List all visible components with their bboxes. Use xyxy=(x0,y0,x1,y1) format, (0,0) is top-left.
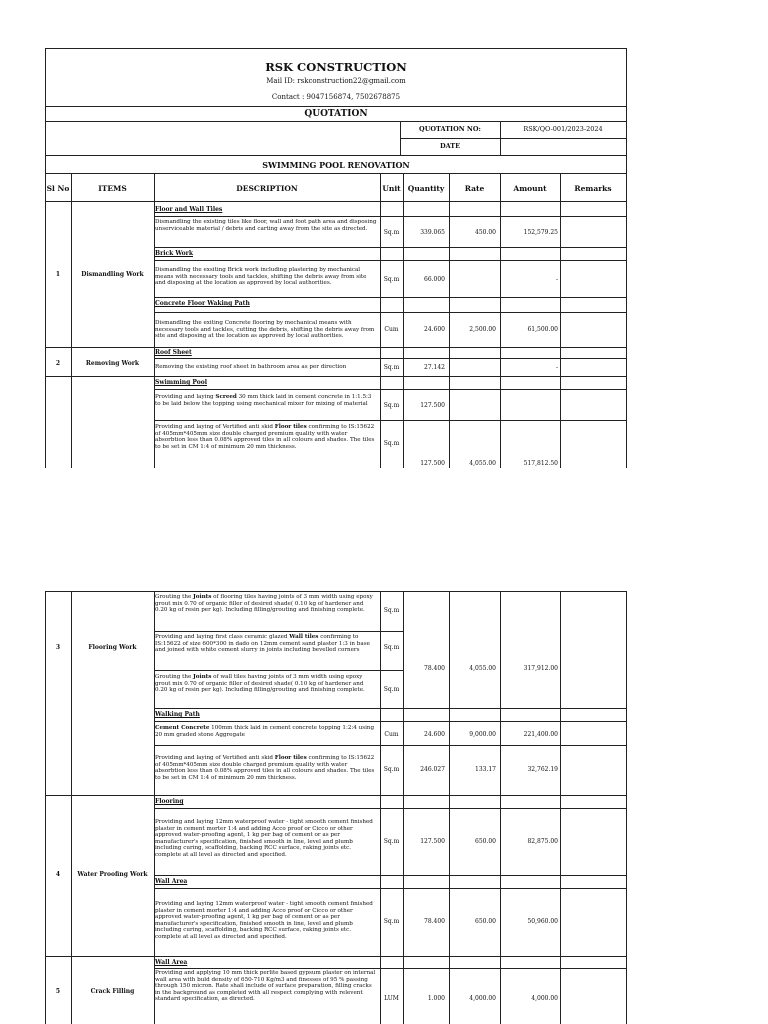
subheading: Concrete Floor Waking Path xyxy=(155,300,250,307)
row-description: Dismandling the exiting Concrete flooring by mechanical means with necessary tools and tackles, cutting the debris, shifting the debris away from site and disposing at the location as approved by local authorities. xyxy=(155,320,375,340)
row-description: Providing and applying 10 mm thick perlite based gypsum plaster on internal wall area with buld density of 650-710 Kg/m3 and finesses of 95 % passing through 150 micron. Rate shall include of surface preparation, filling cracks in the background as completed with all respect complying with relevent standard specification, as directed. xyxy=(155,970,376,1003)
col-sl-no: Sl No xyxy=(46,184,70,193)
project-title: SWIMMING POOL RENOVATION xyxy=(262,160,410,170)
row-amount: - xyxy=(555,276,558,283)
row-amount: 32,762.19 xyxy=(527,766,558,773)
row-amount: 221,400.00 xyxy=(523,731,558,738)
item-4-name: Water Proofing Work xyxy=(77,871,148,878)
row-unit: Sq.m xyxy=(383,644,400,651)
row-unit: Sq.m xyxy=(383,402,400,409)
company-contact: Contact : 9047156874, 7502678875 xyxy=(271,93,401,101)
subheading: Brick Work xyxy=(155,250,193,257)
row-amount: 61,500.00 xyxy=(527,326,558,333)
row-quantity: 1.000 xyxy=(427,995,445,1002)
row-amount: - xyxy=(555,364,558,371)
subheading: Walking Path xyxy=(155,711,200,718)
quotation-no-value: RSK/QO-001/2023-2024 xyxy=(523,125,603,133)
row-amount: 317,912.00 xyxy=(523,665,558,672)
row-unit: Sq.m xyxy=(383,766,400,773)
row-quantity: 78.400 xyxy=(424,918,445,925)
row-description: Grouting the Joints of flooring tiles having joints of 3 mm width using epoxy grout mix 0.70 of organic filler of desired shade( 0.10 kg of hardener and 0.20 kg of resin per kg). Including filling/grouting and finishing complete. xyxy=(155,594,373,614)
col-quantity: Quantity xyxy=(407,184,445,193)
row-amount: 82,875.00 xyxy=(527,838,558,845)
subheading: Roof Sheet xyxy=(155,349,192,356)
row-unit: Sq.m xyxy=(383,686,400,693)
row-quantity: 24.600 xyxy=(424,731,445,738)
row-description: Providing and laying 12mm waterproof water - tight smooth cement finished plaster in cement morter 1:4 and adding Acco proof or Cicco or other approved water-proofing agent, 1 kg per bag of cement or as per manufacturer's specification, finished smooth in line, level and plumb including curing, scaffolding, backing RCC surface, raking joints etc. complete at all level as directed and specified. xyxy=(155,819,373,858)
col-remarks: Remarks xyxy=(574,184,612,193)
row-unit: Sq.m xyxy=(383,838,400,845)
item-5-sl: 5 xyxy=(55,988,61,995)
row-description: Providing and laying 12mm waterproof water - tight smooth cement finished plaster in cement morter 1:4 and adding Acco proof or Cicco or other approved water-proofing agent, 1 kg per bag of cement or as per manufacturer's specification, finished smooth in line, level and plumb including curing, scaffolding, backing RCC surface, raking joints etc. complete at all level as directed and specified. xyxy=(155,901,373,940)
row-quantity: 127.500 xyxy=(420,460,445,467)
document-title: QUOTATION xyxy=(304,109,368,119)
row-amount: 152,579.25 xyxy=(523,229,558,236)
company-name: RSK CONSTRUCTION xyxy=(265,60,407,74)
row-description: Cement Concrete 100mm thick laid in cement concrete topping 1:2:4 using 20 mm graded stone Aggregate xyxy=(155,725,375,738)
row-unit: Sq.m xyxy=(383,364,400,371)
row-rate: 4,055.00 xyxy=(469,665,496,672)
item-3-sl: 3 xyxy=(55,644,61,651)
company-mail: Mail ID: rskconstruction22@gmail.com xyxy=(266,77,406,85)
row-quantity: 246.027 xyxy=(420,766,445,773)
col-unit: Unit xyxy=(382,184,401,193)
item-1-name: Dismandling Work xyxy=(81,271,144,278)
row-amount: 50,960.00 xyxy=(527,918,558,925)
row-description: Grouting the Joints of wall tiles having joints of 3 mm width using epoxy grout mix 0.70 of organic filler of desired shade( 0.10 kg of hardener and 0.20 kg of resin per kg). Including filling/grouting and finishing complete. xyxy=(155,674,365,694)
row-quantity: 339.065 xyxy=(420,229,445,236)
subheading: Wall Area xyxy=(155,959,188,966)
row-quantity: 127.500 xyxy=(420,838,445,845)
row-rate: 650.00 xyxy=(475,918,496,925)
row-rate: 4,000.00 xyxy=(469,995,496,1002)
row-rate: 650.00 xyxy=(475,838,496,845)
subheading: Flooring xyxy=(155,798,184,805)
row-unit: Sq.m xyxy=(383,229,400,236)
row-unit: Cum xyxy=(384,731,399,738)
row-description: Removing the existing roof sheet in bathroom area as per direction xyxy=(155,364,347,370)
row-unit: LUM xyxy=(384,995,399,1002)
col-rate: Rate xyxy=(464,184,485,193)
row-quantity: 127.500 xyxy=(420,402,445,409)
subheading: Floor and Wall Tiles xyxy=(155,206,223,213)
subheading: Swimming Pool xyxy=(155,379,208,386)
row-rate: 450.00 xyxy=(475,229,496,236)
row-unit: Cum xyxy=(384,326,399,333)
col-amount: Amount xyxy=(513,184,547,193)
row-amount: 4,000.00 xyxy=(531,995,558,1002)
row-quantity: 78.400 xyxy=(424,665,445,672)
row-unit: Sq.m xyxy=(383,918,400,925)
subheading: Wall Area xyxy=(155,878,188,885)
row-description: Providing and laying of Vertified anti skid Floor tiles confirming to IS:15622 of 405mm*405mm size double charged premium quality with water absorbtion less than 0.08% approved tiles in all colours and shades. The tiles to be set in CM 1:4 of minimum 20 mm thickness. xyxy=(155,424,375,450)
row-quantity: 66.000 xyxy=(424,276,445,283)
col-items: ITEMS xyxy=(98,184,127,193)
row-description: Providing and laying first class ceramic glazed Wall tiles confirming to IS:15622 of size 600*300 in dado on 12mm cement sand plaster 1:3 in base and joined with white cement slurry in joints including bevelled corners xyxy=(155,634,370,654)
item-3-name: Flooring Work xyxy=(88,644,137,651)
row-rate: 2,500.00 xyxy=(469,326,496,333)
row-unit: Sq.m xyxy=(383,276,400,283)
row-quantity: 27.142 xyxy=(424,364,445,371)
row-description: Providing and laying of Vertified anti skid Floor tiles confirming to IS:15622 of 405mm*405mm size double charged premium quality with water absorbtion less than 0.08% approved tiles in all colours and shades. The tiles to be set in CM 1:4 of minimum 20 mm thickness. xyxy=(155,755,375,781)
row-rate: 4,055.00 xyxy=(469,460,496,467)
row-rate: 133.17 xyxy=(475,766,496,773)
row-rate: 9,000.00 xyxy=(469,731,496,738)
row-amount: 517,812.50 xyxy=(523,460,558,467)
row-unit: Sq.m xyxy=(383,607,400,614)
item-2-sl: 2 xyxy=(55,360,61,367)
quotation-no-label: QUOTATION NO: xyxy=(419,125,481,133)
row-description: Dismandling the existing tiles like floor, wall and foot path area and disposing unserviceable material / debris and carting away from the site as directed. xyxy=(155,219,377,232)
row-quantity: 24.600 xyxy=(424,326,445,333)
item-4-sl: 4 xyxy=(55,871,61,878)
col-description: DESCRIPTION xyxy=(236,184,298,193)
item-5-name: Crack Filling xyxy=(90,988,135,995)
item-1-sl: 1 xyxy=(55,271,61,278)
item-2-name: Removing Work xyxy=(85,360,140,367)
row-description: Providing and laying Screed 30 mm thick laid in cement concrete in 1:1.5:3 to be laid below the topping using mechanical mixer for mixing of material xyxy=(155,394,372,407)
date-label: DATE xyxy=(439,142,461,150)
row-description: Dismandling the exsiting Brick work including plastering by mechanical means with necessary tools and tackles, shifting the debris away from site and disposing at the location as approved by local authorities. xyxy=(155,267,367,287)
row-unit: Sq.m xyxy=(383,440,400,447)
